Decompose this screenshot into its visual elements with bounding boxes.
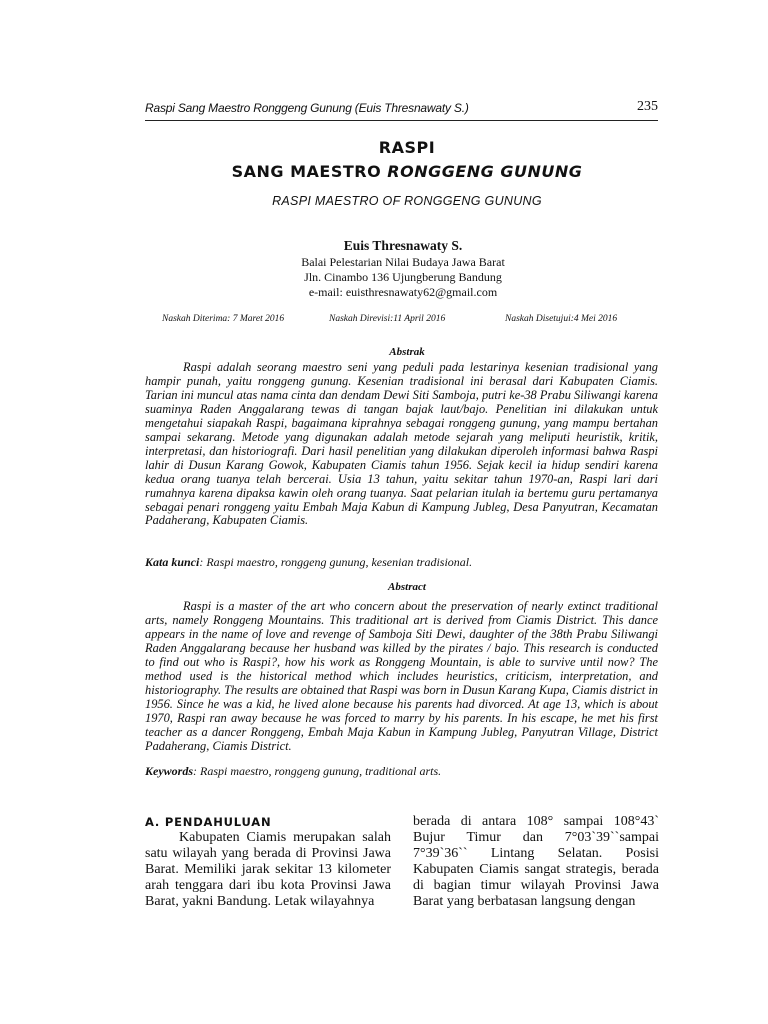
running-header <box>145 100 658 121</box>
author-block <box>0 237 768 300</box>
author-name: Euis Thresnawaty S. <box>343 238 463 253</box>
section-a-left-text: Kabupaten Ciamis merupakan salah satu wilayah yang berada di Provinsi Jawa Barat. Memiliki jarak sekitar 13 kilometer arah tenggara dari ibu kota Provinsi Jawa Barat, yakni Bandung. Letak wilayahnya <box>145 830 391 909</box>
keywords-text: : Raspi maestro, ronggeng gunung, traditional arts. <box>193 764 442 778</box>
date-received: Naskah Diterima: 7 Maret 2016 <box>162 314 285 324</box>
left-column <box>145 814 391 910</box>
abstract-paragraph: Raspi is a master of the art who concern about the preservation of nearly extinct traditional arts, namely Ronggeng Mountains. This traditional art is derived from Ciamis District. This dance appears in the name of love and revenge of Samboja Siti Dewi, daughter of the 38th Prabu Siliwangi Raden Anggalarang because her husband was killed by the pirates / bajo. This research is conducted to find out who is Raspi?, how his work as Ronggeng Mountain, is able to survive until now? The method used is the historical method which includes heuristics, criticism, interpretation, and historiography. The results are obtained that Raspi was born in Dusun Karang Kupa, Ciamis district in 1956. Since he was a kid, he lived alone because his parents had divorced. At age 13, which is about 1970, Raspi ran away because he was forced to marry by his parents. In his escape, he met his first teacher as a dancer Ronggeng, Embah Maja Kabun in Kampung Jubleg, Panyutran Village, District Padaherang, Ciamis District. <box>145 599 658 753</box>
running-title: Raspi Sang Maestro Ronggeng Gunung (Euis Thresnawaty S.) <box>145 101 469 115</box>
right-column <box>413 814 659 910</box>
author-address: Jln. Cinambo 136 Ujungberung Bandung <box>304 270 502 284</box>
author-email: e-mail: euisthresnawaty62@gmail.com <box>308 285 498 299</box>
section-a-right-text: berada di antara 108° sampai 108°43` Bujur Timur dan 7°03`39``sampai 7°39`36`` Lintang Selatan. Posisi Kabupaten Ciamis sangat strategis, berada di bagian timur wilayah Provinsi Jawa Barat yang berbatasan langsung dengan <box>413 814 659 909</box>
date-revised: Naskah Direvisi:11 April 2016 <box>329 314 446 324</box>
abstract-body <box>145 600 658 753</box>
author-affiliation: Balai Pelestarian Nilai Budaya Jawa Barat <box>301 255 505 269</box>
kata-kunci-label: Kata kunci <box>145 555 200 569</box>
kata-kunci <box>145 555 665 569</box>
kata-kunci-text: : Raspi maestro, ronggeng gunung, kesenian tradisional. <box>199 555 473 569</box>
article-title-line-1: RASPI <box>378 138 436 157</box>
abstrak-body <box>145 361 658 528</box>
article-title-line-2 <box>0 162 768 181</box>
abstract-heading: Abstract <box>388 581 426 593</box>
abstrak-heading: Abstrak <box>389 346 425 358</box>
title-italic-part: RONGGENG GUNUNG <box>387 162 583 181</box>
keywords <box>145 764 665 778</box>
keywords-label: Keywords <box>145 764 193 778</box>
article-subtitle: RASPI MAESTRO OF RONGGENG GUNUNG <box>272 194 542 208</box>
section-a-heading: A. PENDAHULUAN <box>145 815 272 829</box>
abstrak-paragraph: Raspi adalah seorang maestro seni yang peduli pada lestarinya kesenian tradisional yang hampir punah, yaitu ronggeng gunung. Kesenian tradisional ini berasal dari Kabupaten Ciamis. Tarian ini muncul atas nama cinta dan dendam Dewi Siti Samboja, putri ke-38 Prabu Siliwangi karena suaminya Raden Anggalarang tewas di tangan bajak laut/bajo. Penelitian ini dilakukan untuk mengetahui siapakah Raspi, bagaimana kiprahnya sebagai ronggeng gunung, yang mampu bertahan sampai sekarang. Metode yang digunakan adalah metode sejarah yang meliputi heuristik, kritik, interpretasi, dan historiografi. Dari hasil penelitian yang dilakukan diperoleh informasi bahwa Raspi lahir di Dusun Karang Gowok, Kabupaten Ciamis tahun 1956. Sejak kecil ia hidup sendiri karena kedua orang tuanya telah bercerai. Usia 13 tahun, yaitu sekitar tahun 1970-an, Raspi lari dari rumahnya karena dipaksa kawin oleh orang tuanya. Saat pelarian itulah ia bertemu guru pertamanya sebagai penari ronggeng yaitu Embah Maja Kabun di Kampung Jubleg, Desa Panyutran, Kecamatan Padaherang, Kabupaten Ciamis. <box>145 360 658 528</box>
title-plain-part: SANG MAESTRO <box>231 162 388 181</box>
page-number: 235 <box>637 99 658 114</box>
date-approved: Naskah Disetujui:4 Mei 2016 <box>505 314 618 324</box>
